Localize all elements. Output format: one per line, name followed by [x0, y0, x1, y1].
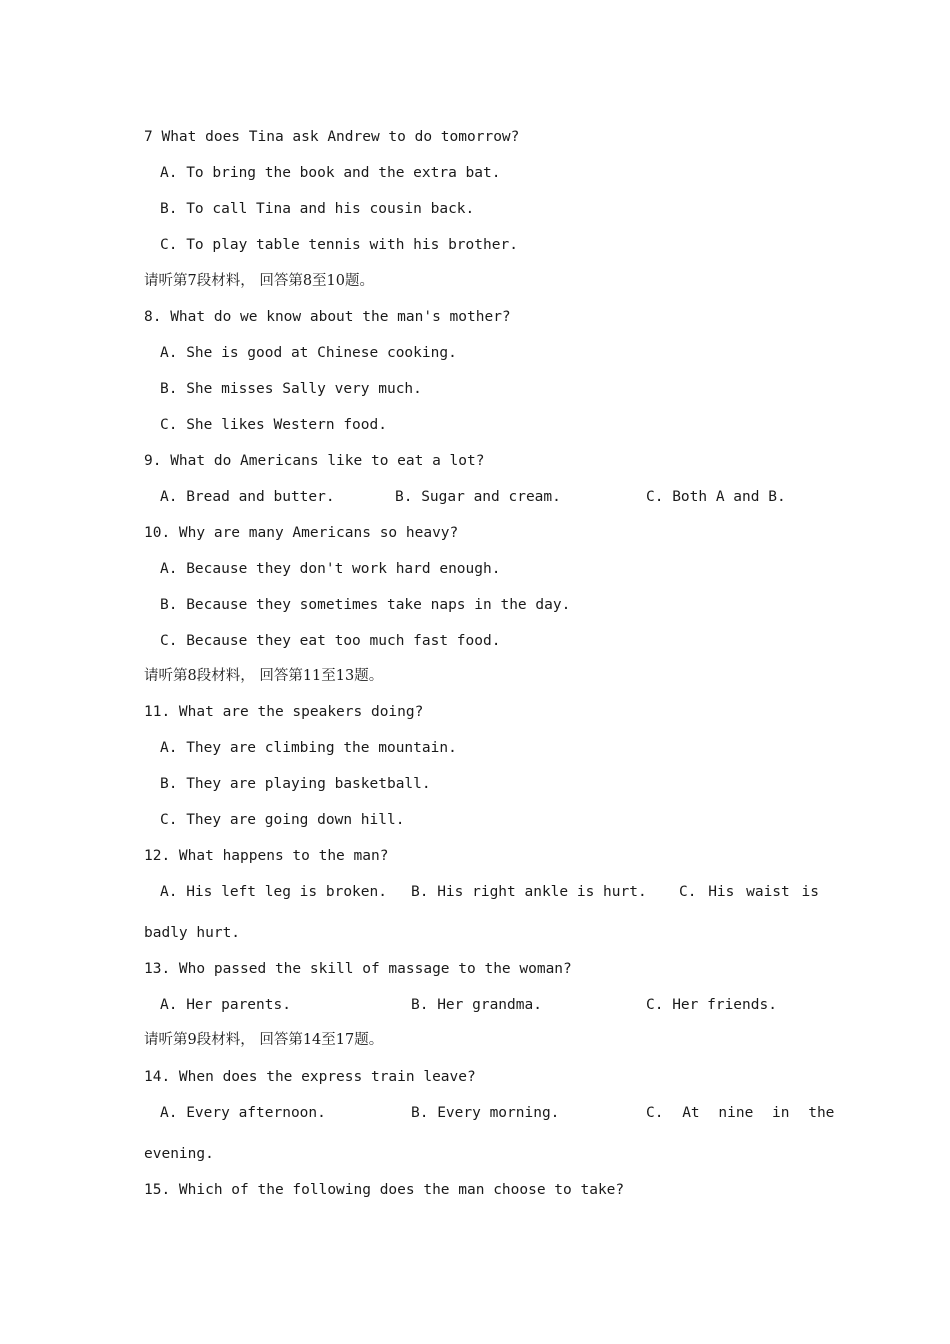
question-13-stem: 13. Who passed the skill of massage to the woman? — [144, 961, 572, 977]
question-12-option-c-continued: badly hurt. — [144, 925, 241, 941]
question-9-stem: 9. What do Americans like to eat a lot? — [144, 453, 485, 469]
question-10-stem: 10. Why are many Americans so heavy? — [144, 525, 459, 541]
question-7-option-b: B. To call Tina and his cousin back. — [160, 201, 475, 217]
question-11-option-a: A. They are climbing the mountain. — [160, 740, 457, 756]
question-8-option-a: A. She is good at Chinese cooking. — [160, 345, 457, 361]
question-9-option-c: C. Both A and B. — [646, 489, 786, 505]
question-7-option-a: A. To bring the book and the extra bat. — [160, 165, 501, 181]
question-7-option-c: C. To play table tennis with his brother. — [160, 237, 518, 253]
question-14-option-c-continued: evening. — [144, 1146, 214, 1162]
question-9-option-a: A. Bread and butter. — [160, 489, 335, 505]
question-8-option-b: B. She misses Sally very much. — [160, 381, 422, 397]
question-11-option-b: B. They are playing basketball. — [160, 776, 431, 792]
question-14-option-b: B. Every morning. — [411, 1105, 560, 1121]
question-15-stem: 15. Which of the following does the man choose to take? — [144, 1182, 625, 1198]
question-14-option-a: A. Every afternoon. — [160, 1105, 326, 1121]
question-11-option-c: C. They are going down hill. — [160, 812, 405, 828]
question-8-option-c: C. She likes Western food. — [160, 417, 387, 433]
question-12-stem: 12. What happens to the man? — [144, 848, 389, 864]
question-13-option-b: B. Her grandma. — [411, 997, 542, 1013]
question-7-stem: 7 What does Tina ask Andrew to do tomorrow? — [144, 129, 520, 145]
question-12-option-a: A. His left leg is broken. — [160, 884, 387, 900]
question-12-option-c: C. His waist is — [679, 884, 819, 900]
question-10-option-c: C. Because they eat too much fast food. — [160, 633, 501, 649]
section-9-instruction: 请听第9段材料， 回答第14至17题。 — [144, 1032, 384, 1048]
question-12-option-b: B. His right ankle is hurt. — [411, 884, 647, 900]
question-10-option-b: B. Because they sometimes take naps in the day. — [160, 597, 571, 613]
section-8-instruction: 请听第8段材料， 回答第11至13题。 — [144, 668, 384, 684]
question-8-stem: 8. What do we know about the man's mother? — [144, 309, 511, 325]
section-7-instruction: 请听第7段材料， 回答第8至10题。 — [144, 273, 375, 289]
question-14-stem: 14. When does the express train leave? — [144, 1069, 476, 1085]
question-14-option-c: C. At nine in the — [646, 1105, 835, 1121]
question-13-option-c: C. Her friends. — [646, 997, 777, 1013]
question-11-stem: 11. What are the speakers doing? — [144, 704, 424, 720]
question-13-option-a: A. Her parents. — [160, 997, 291, 1013]
question-9-option-b: B. Sugar and cream. — [395, 489, 561, 505]
question-10-option-a: A. Because they don't work hard enough. — [160, 561, 501, 577]
